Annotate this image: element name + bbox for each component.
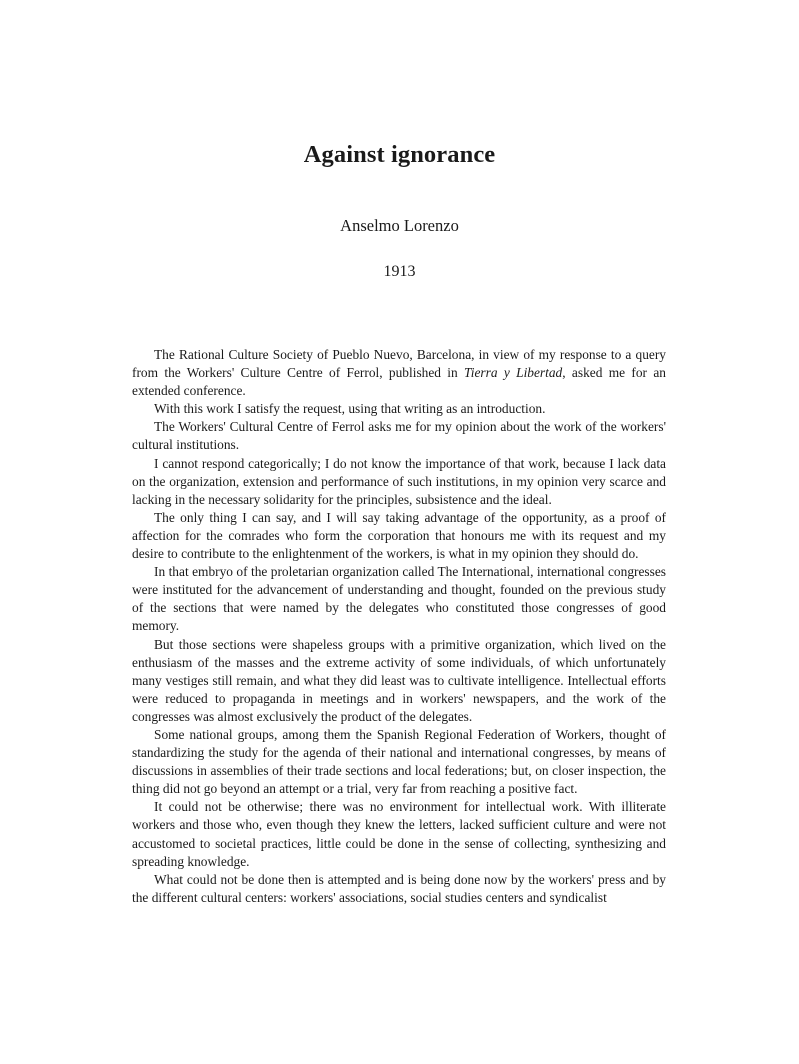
paragraph-text: The Rational Culture Society of Pueblo Nuevo, Barcelona, in view of my response to a query from the Workers' Culture Centre of Ferrol, published in [132,347,666,381]
document-year: 1913 [383,263,416,280]
paragraph: It could not be otherwise; there was no environment for intellectual work. With illiterate workers and those who, even though they knew the letters, lacked sufficient culture and were not accustomed to societal practices, little could be done in the sense of collecting, synthesizing and spreading knowledge. [132,799,666,869]
paragraph: Some national groups, among them the Spanish Regional Federation of Workers, thought of standardizing the study for the agenda of their national and international congresses, by means of discussions in assemblies of their trade sections and local federations; but, on closer inspection, the thing did not go beyond an attempt or a trial, very far from reaching a positive fact. [132,726,666,797]
paragraph: The Workers' Cultural Centre of Ferrol asks me for my opinion about the work of the workers' cultural institutions. [132,419,666,453]
publication-title: Tierra y Libertad [464,365,563,381]
paragraph: I cannot respond categorically; I do not know the importance of that work, because I lack data on the organization, extension and performance of such institutions, in my opinion very scarce and lacking in the necessary solidarity for the principles, subsistence and the ideal. [132,455,666,507]
paragraph: But those sections were shapeless groups with a primitive organization, which lived on the enthusiasm of the masses and the extreme activity of some individuals, of which unfortunately many vestiges still remain, and what they did least was to cultivate intelligence. Intellectual efforts were reduced to propaganda in meetings and in workers' newspapers, and the work of the congresses was almost exclusively the product of the delegates. [132,636,666,724]
paragraph: What could not be done then is attempted and is being done now by the workers' press and by the different cultural centers: workers' associations, social studies centers and syndicalist [132,871,666,905]
document-title: Against ignorance [303,141,496,168]
paragraph: The only thing I can say, and I will say taking advantage of the opportunity, as a proof of affection for the comrades who form the corporation that honours me with its request and my desire to contribute to the enlightenment of the workers, is what in my opinion they should do. [132,509,666,562]
paragraph: With this work I satisfy the request, using that writing as an introduction. [154,401,546,417]
document-body [132,346,666,907]
document-author: Anselmo Lorenzo [340,216,459,235]
paragraph-text: , asked me for an extended conference. [132,365,666,399]
paragraph [132,346,666,400]
paragraph: In that embryo of the proletarian organization called The International, international congresses were instituted for the advancement of understanding and thought, founded on the previous study of the sections that were named by the delegates who constituted those congresses of good memory. [132,564,666,634]
